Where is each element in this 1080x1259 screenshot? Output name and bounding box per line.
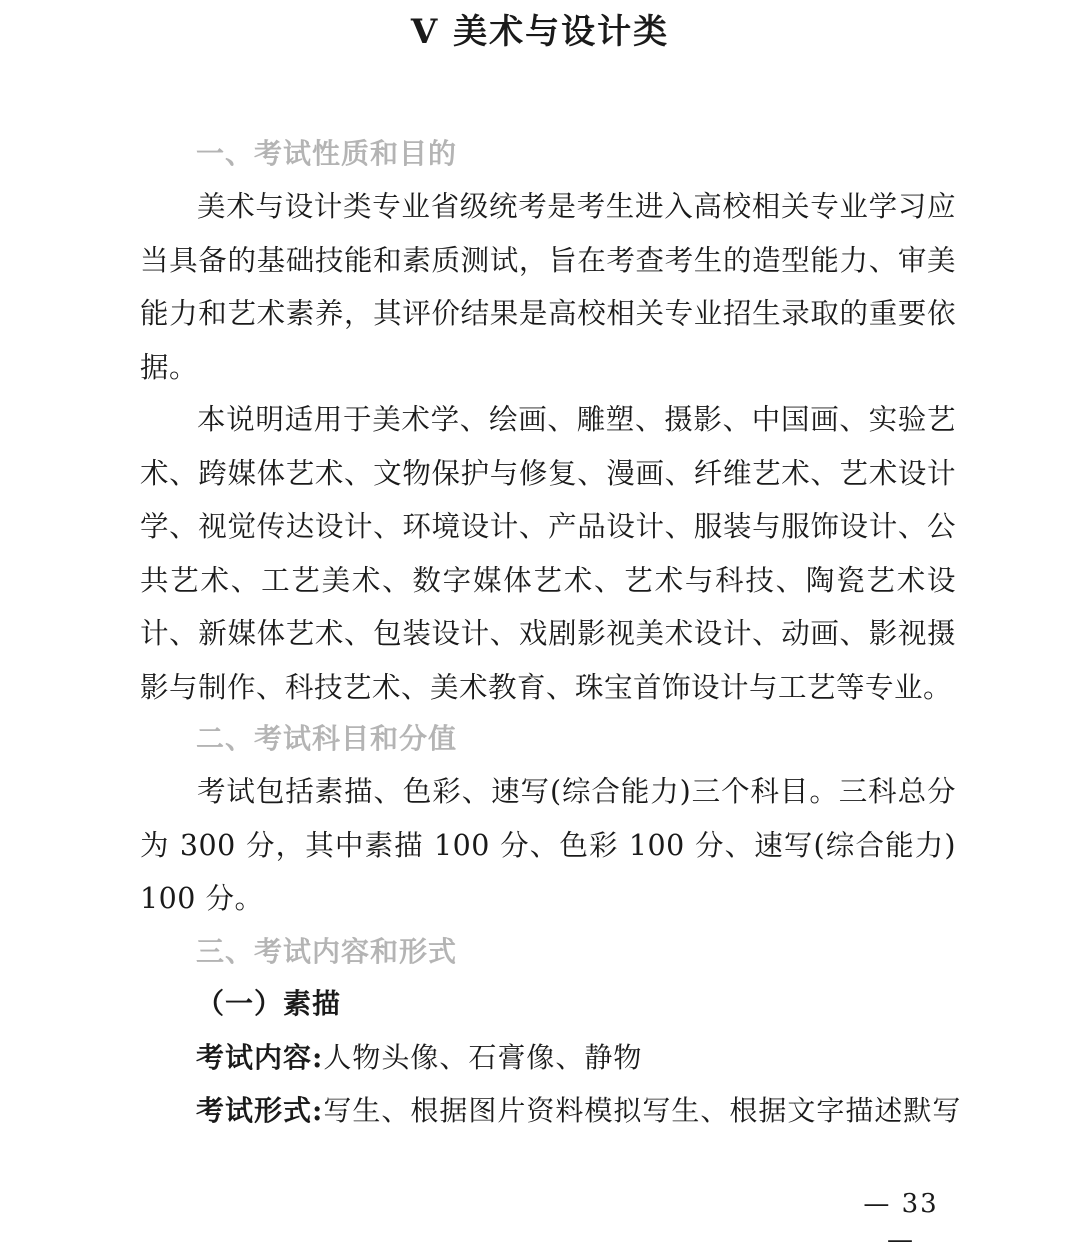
exam-content-label: 考试内容: [196, 1041, 324, 1074]
exam-content-line [196, 1038, 642, 1078]
subsection-sketch-heading: （一）素描 [196, 987, 342, 1020]
section-2-heading: 二、考试科目和分值 [196, 722, 458, 755]
section-2-paragraph: 考试包括素描、色彩、速写(综合能力)三个科目。三科总分为 300 分，其中素描 100 分、色彩 100 分、速写(综合能力)100 分。 [140, 775, 956, 915]
exam-content-value: 人物头像、石膏像、静物 [323, 1041, 643, 1074]
section-1-paragraph-1: 美术与设计类专业省级统考是考生进入高校相关专业学习应当具备的基础技能和素质测试，旨在考查考生的造型能力、审美能力和艺术素养，其评价结果是高校相关专业招生录取的重要依据。 [140, 190, 956, 384]
section-3-heading: 三、考试内容和形式 [196, 935, 458, 968]
section-1-paragraph-2: 本说明适用于美术学、绘画、雕塑、摄影、中国画、实验艺术、跨媒体艺术、文物保护与修复、漫画、纤维艺术、艺术设计学、视觉传达设计、环境设计、产品设计、服装与服饰设计、公共艺术、工艺美术、数字媒体艺术、艺术与科技、陶瓷艺术设计、新媒体艺术、包装设计、戏剧影视美术设计、动画、影视摄影与制作、科技艺术、美术教育、珠宝首饰设计与工艺等专业。 [140, 403, 956, 704]
page-number: — 33 — [863, 1189, 939, 1255]
section-1-heading: 一、考试性质和目的 [196, 137, 458, 170]
page-title: V 美术与设计类 [410, 12, 670, 52]
exam-form-label: 考试形式: [196, 1094, 324, 1127]
exam-form-line [196, 1091, 961, 1131]
exam-form-value: 写生、根据图片资料模拟写生、根据文字描述默写 [323, 1094, 962, 1127]
